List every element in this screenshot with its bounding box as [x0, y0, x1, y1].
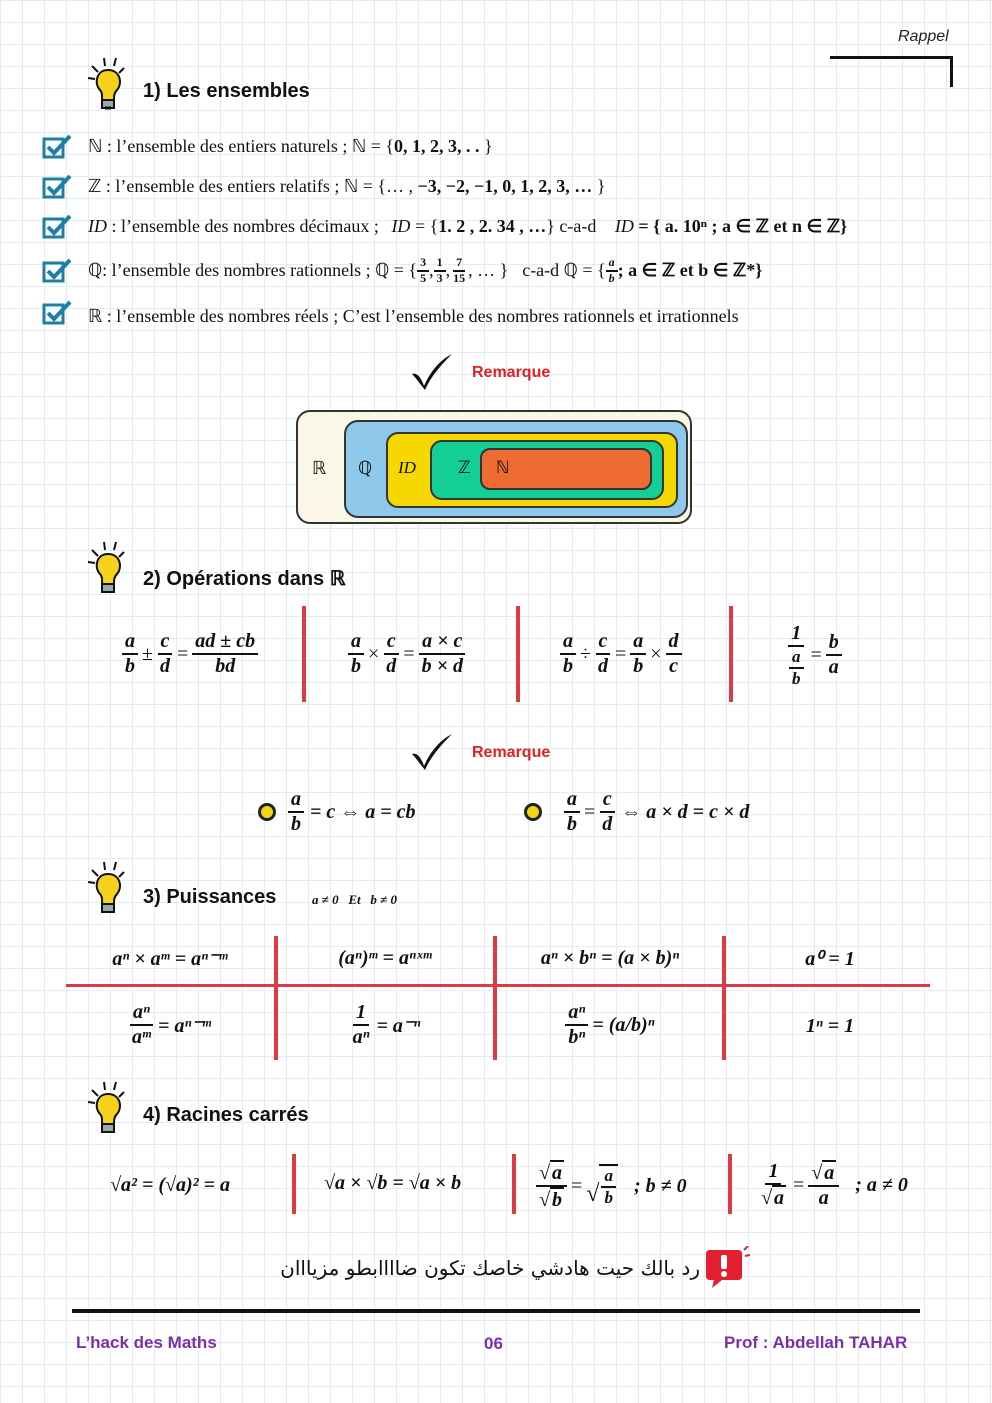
diagram-label-n: ℕ — [496, 458, 510, 477]
checkbox-icon — [42, 214, 72, 240]
set-decimals: ID : l’ensemble des nombres décimaux ; ID = {1. 2 , 2. 34 , …} c-a-d ID = { a. 10ⁿ ; a ∈ ℤ et n ∈ ℤ} — [88, 216, 848, 236]
checkmark-icon — [408, 732, 454, 772]
remark-label: Remarque — [472, 744, 551, 761]
checkbox-icon — [42, 174, 72, 200]
footer-left: L’hack des Maths — [76, 1333, 217, 1352]
footer-right: Prof : Abdellah TAHAR — [724, 1333, 908, 1352]
separator — [292, 1154, 296, 1214]
set-integers: ℤ : l’ensemble des entiers relatifs ; ℕ = {… , −3, −2, −1, 0, 1, 2, 3, … } — [88, 176, 606, 196]
section-title-sets: 1) Les ensembles — [143, 80, 310, 102]
set-reals: ℝ : l’ensemble des nombres réels ; C’est l’ensemble des nombres rationnels et irrationnels — [88, 306, 739, 326]
power-rule-2: (aⁿ)ᵐ = aⁿˣᵐ — [338, 946, 432, 969]
separator — [722, 936, 726, 1060]
checkbox-icon — [42, 258, 72, 284]
formula-multiply: $\frac{a}{b}$ × $\frac{c}{d}$ = $\frac{a \times c}{b \times d}$ — [348, 630, 466, 678]
header-tag: Rappel — [898, 28, 949, 45]
separator — [302, 606, 306, 702]
separator — [274, 936, 278, 1060]
root-rule-4: 1 √ a = √ a a ; a ≠ 0 — [761, 1160, 908, 1209]
power-rule-7: $\frac{\text{aⁿ}}{\text{bⁿ}}$ = (a/b)ⁿ — [505, 998, 715, 1052]
formula-divide: $\frac{a}{b}$ ÷ $\frac{c}{d}$ = $\frac{a}{b}$ × $\frac{d}{c}$ — [560, 630, 682, 678]
powers-condition: a ≠ 0 Et b ≠ 0 — [312, 892, 398, 907]
section-title-operations: 2) Opérations dans ℝ — [143, 568, 346, 590]
checkbox-icon — [42, 300, 72, 326]
formula-inverse: $\frac{1}{\frac{a}{b}}$ = $\frac{b}{a}$ — [786, 622, 842, 688]
lightbulb-icon — [86, 56, 128, 114]
power-rule-4: a⁰ = 1 — [805, 947, 855, 970]
separator — [729, 606, 733, 702]
alert-icon — [702, 1246, 750, 1290]
page-number: 06 — [484, 1334, 503, 1353]
power-rule-3: aⁿ × bⁿ = (a × b)ⁿ — [540, 946, 680, 969]
table-divider — [66, 984, 930, 987]
separator — [493, 936, 497, 1060]
power-rule-5: $\frac{\text{aⁿ}}{\text{aᵐ}}$ = aⁿ⁻ᵐ — [132, 1001, 211, 1048]
equivalence-1: $\frac{a}{b}$ = c ⇔ a = cb — [288, 788, 416, 836]
separator — [728, 1154, 732, 1214]
root-rule-2: √a × √b = √a × b — [324, 1172, 462, 1194]
sets-diagram — [296, 410, 692, 524]
separator — [512, 1154, 516, 1214]
diagram-label-id: ID — [398, 458, 416, 477]
checkmark-icon — [408, 352, 454, 392]
warning-note: رد بالك حيت هادشي خاصك تكون ضاااابطو مزيااان — [280, 1256, 700, 1280]
power-rule-8: 1ⁿ = 1 — [805, 1014, 855, 1037]
diagram-label-z: ℤ — [458, 458, 471, 477]
formula-add-sub: $\frac{a}{b}$ ± $\frac{c}{d}$ = $\frac{ad \pm cb}{bd}$ — [122, 630, 258, 678]
diagram-label-q: ℚ — [358, 458, 373, 478]
power-rule-1: aⁿ × aᵐ = aⁿ⁻ᵐ — [112, 947, 228, 970]
set-naturals: ℕ : l’ensemble des entiers naturels ; ℕ = {0, 1, 2, 3, . . } — [88, 136, 493, 156]
equivalence-2: $\frac{a}{b}$ = $\frac{c}{d}$ ⇔ a × d = c × d — [564, 788, 749, 836]
root-rule-1: √a² = (√a)² = a — [110, 1174, 231, 1196]
power-rule-6: $\frac{1}{\text{aⁿ}}$ = a⁻ⁿ — [352, 1001, 421, 1048]
separator — [516, 606, 520, 702]
root-rule-3: √ a √ b = √ $\frac{a}{b}$ ; b ≠ 0 — [536, 1160, 687, 1212]
lightbulb-icon — [86, 540, 128, 598]
set-rationals: ℚ: l’ensemble des nombres rationnels ; ℚ = { $\frac{3}{5}$ , $\frac{1}{3}$ , $\frac{7}{15}$ , … } c-a-d ℚ = { $\frac{a}{b}$ ; a ∈ ℤ et b ∈ ℤ*} — [88, 255, 763, 285]
checkbox-icon — [42, 134, 72, 160]
lightbulb-icon — [86, 1080, 128, 1138]
lightbulb-icon — [86, 860, 128, 918]
diagram-label-r: ℝ — [312, 458, 327, 478]
section-title-powers: 3) Puissances — [143, 886, 277, 908]
footer-rule — [72, 1309, 920, 1313]
section-title-roots: 4) Racines carrés — [143, 1104, 309, 1126]
bullet-dot — [258, 803, 276, 821]
corner-decoration — [830, 56, 953, 87]
remark-label: Remarque — [472, 364, 551, 381]
bullet-dot — [524, 803, 542, 821]
